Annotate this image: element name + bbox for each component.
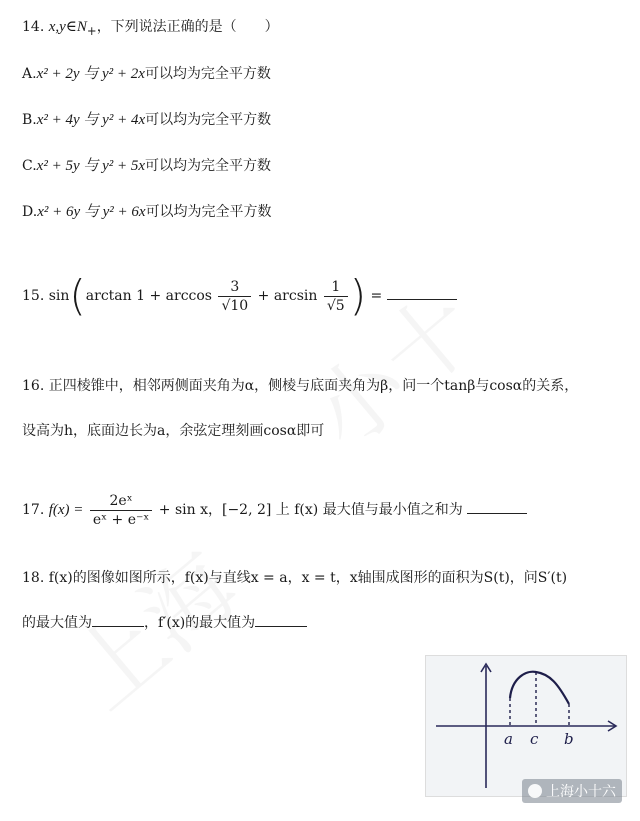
option-c: C.x² + 5y 与 y² + 5x可以均为完全平方数	[22, 158, 272, 174]
question-17: 17. f(x) = $\frac{\text{2eˣ}}{\text{eˣ + e⁻ˣ}}$ + sin x，[−2, 2] 上 f(x) 最大值与最小值之和为	[22, 488, 527, 532]
answer-blank-1	[92, 612, 144, 627]
fraction-1-over-sqrt5: $\frac{1}{√5}$	[324, 278, 348, 315]
answer-blank-2	[255, 612, 307, 627]
question-18-line-2: 的最大值为 ，f′(x)的最大值为	[22, 612, 307, 633]
hand-drawn-graph	[426, 656, 626, 796]
answer-blank	[387, 285, 457, 300]
question-16-line-2: 设高为h，底面边长为a，余弦定理刻画cosα即可	[22, 423, 325, 439]
option-b: B.x² + 4y 与 y² + 4x可以均为完全平方数	[22, 112, 272, 128]
label-c: c	[530, 730, 539, 748]
curve	[510, 672, 569, 704]
function-graph-figure	[425, 655, 627, 797]
label-a: a	[504, 730, 513, 748]
question-15: 15. sin(arctan 1 + arccos $\frac{3}{√10}$ + arcsin $\frac{1}{√5}$ ) =	[22, 274, 457, 318]
fraction-2ex-over-sum: $\frac{\text{2eˣ}}{\text{eˣ + e⁻ˣ}}$	[90, 492, 152, 529]
label-b: b	[564, 730, 574, 748]
question-14-stem: 14. $x,y\in N_+$，下列说法正确的是（ ）	[22, 19, 279, 38]
answer-blank	[467, 499, 527, 514]
fraction-3-over-sqrt10: $\frac{3}{√10}$	[218, 278, 251, 315]
wechat-icon	[528, 784, 542, 798]
option-a: A.x² + 2y 与 y² + 2x可以均为完全平方数	[22, 66, 271, 82]
question-18-line-1: 18. f(x)的图像如图所示，f(x)与直线x = a，x = t，x轴围成图形的面积为S(t)，问S′(t)	[22, 570, 568, 586]
question-16-line-1: 16. 正四棱锥中，相邻两侧面夹角为α，侧棱与底面夹角为β，问一个tanβ与cosα的关系，	[22, 378, 579, 394]
source-watermark: 上海小十六	[522, 779, 622, 803]
option-d: D.x² + 6y 与 y² + 6x可以均为完全平方数	[22, 204, 272, 220]
